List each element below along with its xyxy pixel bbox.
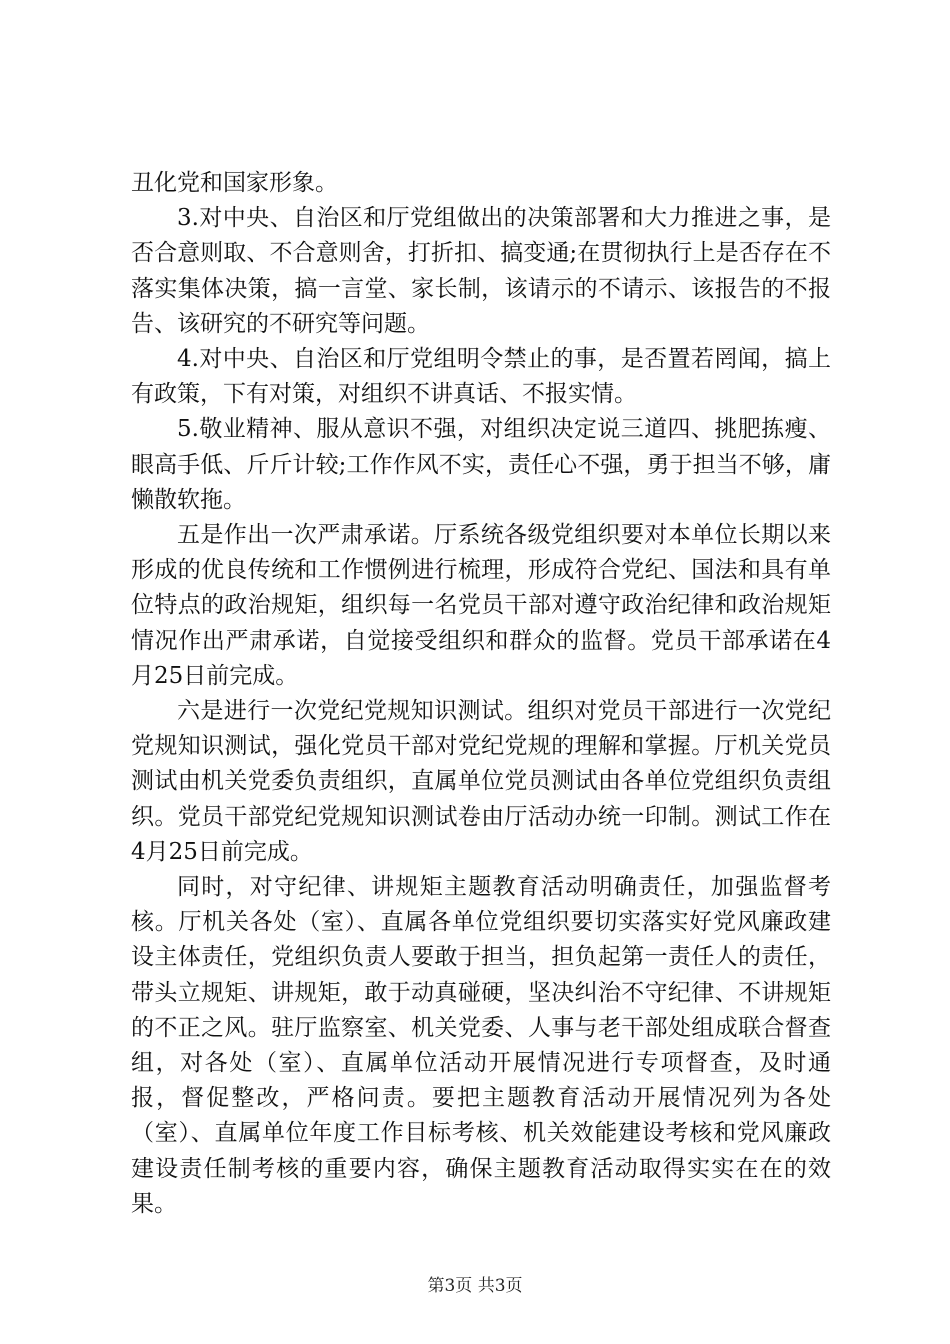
document-body xyxy=(131,166,831,1222)
paragraph-7: 同时，对守纪律、讲规矩主题教育活动明确责任，加强监督考核。厅机关各处（室）、直属各单位党组织要切实落实好党风廉政建设主体责任，党组织负责人要敢于担当，担负起第一责任人的责任，带头立规矩、讲规矩，敢于动真碰硬，坚决纠治不守纪律、不讲规矩的不正之风。驻厅监察室、机关党委、人事与老干部处组成联合督查组，对各处（室）、直属单位活动开展情况进行专项督查，及时通报，督促整改，严格问责。要把主题教育活动开展情况列为各处（室）、直属单位年度工作目标考核、机关效能建设考核和党风廉政建设责任制考核的重要内容，确保主题教育活动取得实实在在的效果。 xyxy=(131,874,831,1217)
paragraph-3: 4.对中央、自治区和厅党组明令禁止的事，是否置若罔闻，搞上有政策，下有对策，对组织不讲真话、不报实情。 xyxy=(131,346,831,408)
page-footer xyxy=(0,1274,950,1298)
paragraph-1: 丑化党和国家形象。 xyxy=(131,170,338,196)
page-number-label: 第3页 共3页 xyxy=(427,1276,523,1296)
paragraph-6: 六是进行一次党纪党规知识测试。组织对党员干部进行一次党纪党规知识测试，强化党员干部对党纪党规的理解和掌握。厅机关党员测试由机关党委负责组织，直属单位党员测试由各单位党组织负责组织。党员干部党纪党规知识测试卷由厅活动办统一印制。测试工作在4月25日前完成。 xyxy=(131,698,831,865)
paragraph-5: 五是作出一次严肃承诺。厅系统各级党组织要对本单位长期以来形成的优良传统和工作惯例进行梳理，形成符合党纪、国法和具有单位特点的政治规矩，组织每一名党员干部对遵守政治纪律和政治规矩情况作出严肃承诺，自觉接受组织和群众的监督。党员干部承诺在4月25日前完成。 xyxy=(131,522,831,689)
paragraph-2: 3.对中央、自治区和厅党组做出的决策部署和大力推进之事，是否合意则取、不合意则舍，打折扣、搞变通;在贯彻执行上是否存在不落实集体决策，搞一言堂、家长制，该请示的不请示、该报告的不报告、该研究的不研究等问题。 xyxy=(131,205,831,337)
paragraph-4: 5.敬业精神、服从意识不强，对组织决定说三道四、挑肥拣瘦、眼高手低、斤斤计较;工作作风不实，责任心不强，勇于担当不够，庸懒散软拖。 xyxy=(131,416,831,513)
